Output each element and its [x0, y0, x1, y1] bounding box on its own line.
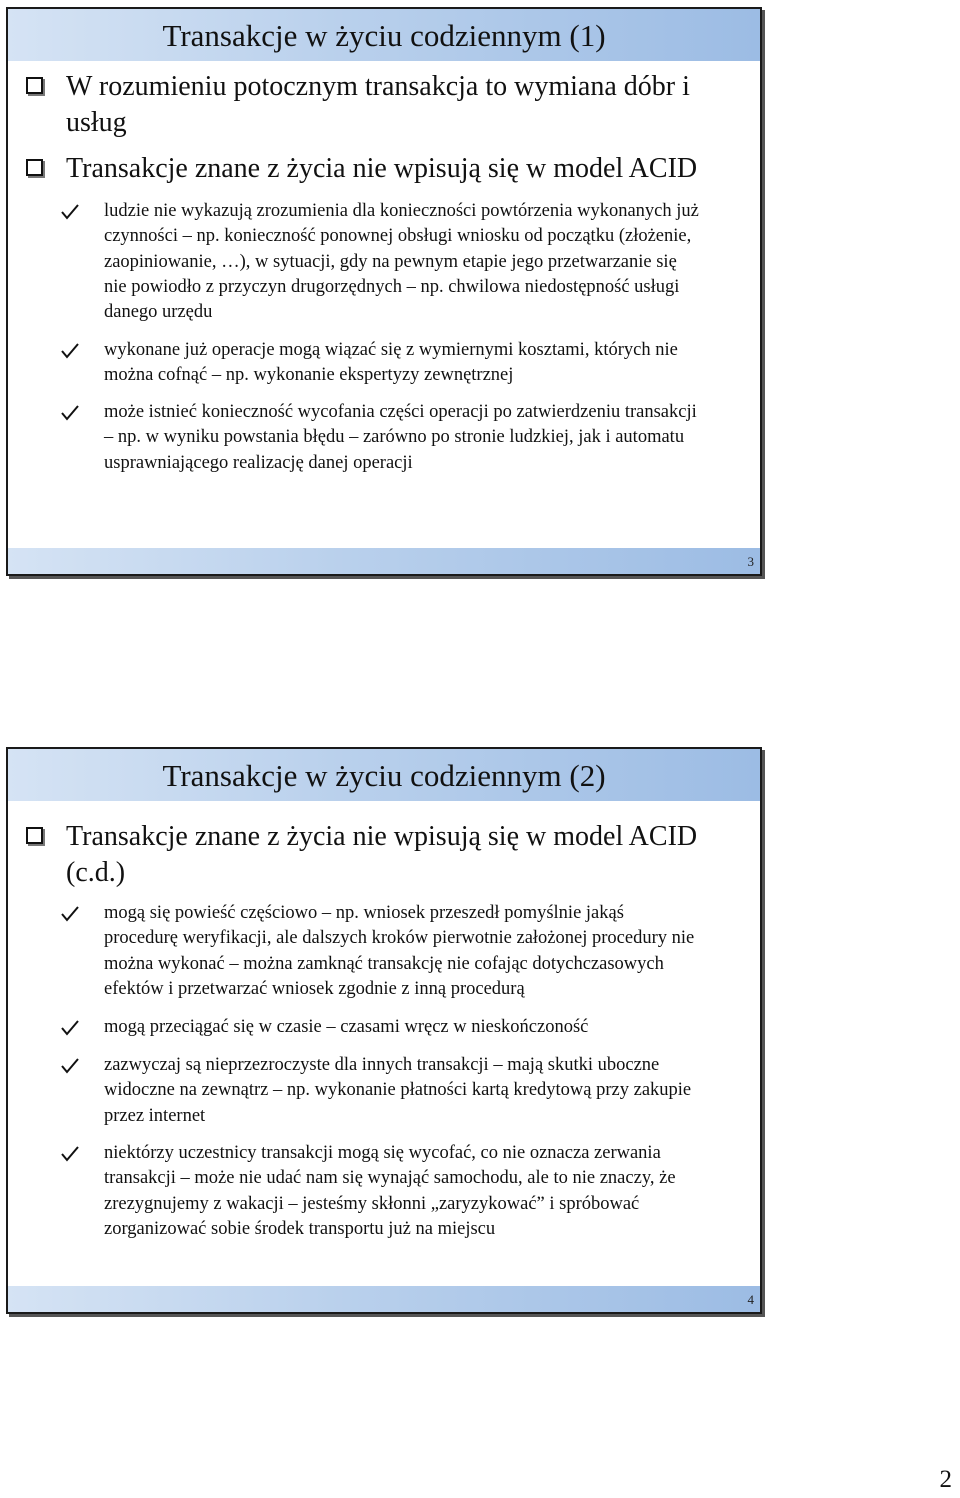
check-bullet-item: [60, 400, 700, 476]
checkmark-icon: [60, 1057, 80, 1075]
check-bullet-text: może istnieć konieczność wycofania części operacji po zatwierdzeniu transakcji – np. w wyniku powstania błędu – zarówno po stronie ludzkiej, jak i automatu usprawniającego realizację danej operacji: [104, 402, 697, 473]
question-bullet-item: [26, 151, 746, 187]
checkmark-icon: [60, 342, 80, 360]
slide-number: 4: [747, 1292, 754, 1307]
slide-footer-bar: [8, 1286, 760, 1312]
check-bullet-item: [60, 901, 700, 1002]
slide-title: Transakcje w życiu codziennym (2): [162, 758, 606, 793]
check-bullet-text: mogą przeciągać się w czasie – czasami wręcz w nieskończoność: [104, 1017, 589, 1037]
checkmark-icon: [60, 1145, 80, 1163]
checkmark-icon: [60, 404, 80, 422]
question-bullet-text: Transakcje znane z życia nie wpisują się w model ACID (c.d.): [66, 821, 698, 888]
checkbox-square-icon: [26, 159, 43, 176]
check-bullet-item: [60, 338, 700, 389]
question-bullet-item: [26, 819, 746, 891]
check-bullet-text: zazwyczaj są nieprzezroczyste dla innych transakcji – mają skutki uboczne widoczne na zewnątrz – np. wykonanie płatności kartą kredytową przy zakupie przez internet: [104, 1055, 692, 1126]
slide-4: [6, 747, 762, 1314]
checkmark-icon: [60, 1019, 80, 1037]
slide-title: Transakcje w życiu codziennym (1): [162, 18, 606, 53]
checkmark-icon: [60, 203, 80, 221]
check-bullet-item: [60, 1015, 700, 1040]
checkmark-icon: [60, 905, 80, 923]
check-bullet-text: mogą się powieść częściowo – np. wniosek przeszedł pomyślnie jakąś procedurę weryfikacji, ale dalszych kroków pierwotnie założonej procedury nie można wykonać – można zamknąć transakcję nie cofając dotychczasowych efektów i przetwarzać wniosek zgodnie z inną procedurą: [104, 903, 695, 999]
check-bullet-item: [60, 1053, 700, 1129]
check-bullet-text: niektórzy uczestnicy transakcji mogą się wycofać, co nie oznacza zerwania transakcji – może nie udać nam się wynająć samochodu, ale to nie znaczy, że zrezygnujemy z wakacji – jesteśmy skłonni „zaryzykować” i spróbować zorganizować sobie środek transportu już na miejscu: [104, 1143, 676, 1239]
slide-footer-bar: [8, 548, 760, 574]
checkbox-square-icon: [26, 827, 43, 844]
check-bullet-item: [60, 1141, 700, 1242]
question-bullet-text: Transakcje znane z życia nie wpisują się w model ACID: [66, 153, 698, 184]
slide-number: 3: [747, 554, 754, 569]
slide-3: [6, 7, 762, 576]
question-bullet-item: [26, 69, 746, 141]
question-bullet-text: W rozumieniu potocznym transakcja to wymiana dóbr i usług: [66, 71, 690, 138]
page-number: 2: [939, 1466, 952, 1493]
check-bullet-text: wykonane już operacje mogą wiązać się z wymiernymi kosztami, których nie można cofnąć – np. wykonanie ekspertyzy zewnętrznej: [104, 340, 678, 386]
check-bullet-text: ludzie nie wykazują zrozumienia dla konieczności powtórzenia wykonanych już czynności – np. konieczność ponownej obsługi wniosku od początku (złożenie, zaopiniowanie, …), w sytuacji, gdy na pewnym etapie jego przetwarzanie się nie powiodło z przyczyn drugorzędnych – np. chwilowa niedostępność usługi danego urzędu: [104, 201, 699, 323]
checkbox-square-icon: [26, 77, 43, 94]
check-bullet-item: [60, 199, 700, 325]
